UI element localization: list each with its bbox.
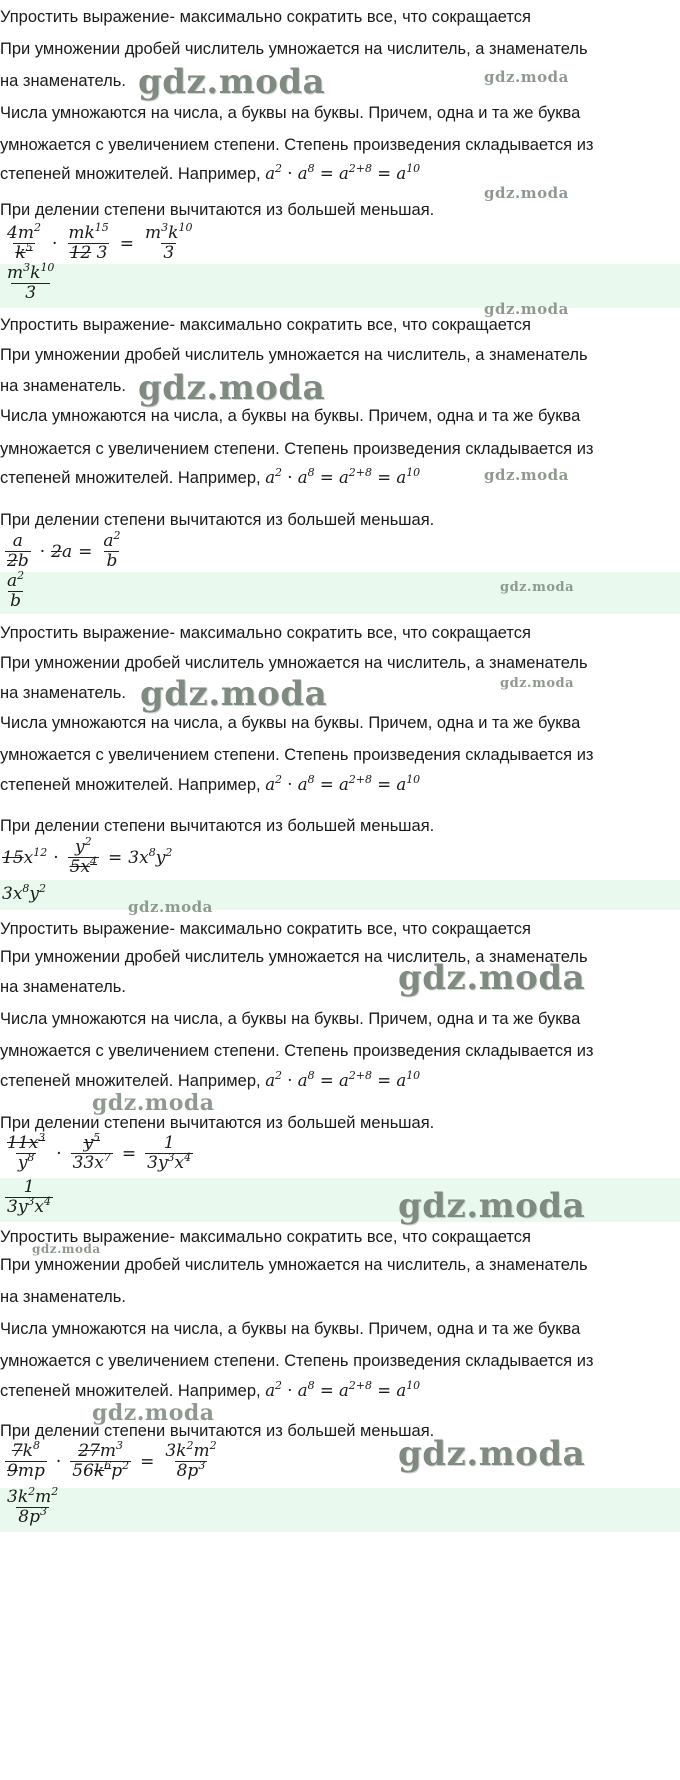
watermark-logo: gdz.moda <box>92 1090 215 1116</box>
answer-band <box>0 1485 680 1532</box>
answer: $\frac{1}{3y^3x^4}$ <box>7 1177 52 1217</box>
equation: $\frac{a}{2b}$ · 2a = $\frac{a^2}{b}$ <box>7 529 121 571</box>
numbers-rule-example: степеней множителей. Например, $a^2 \cdot a^8 = a^{2+8} = a^{10}$ <box>0 773 421 794</box>
watermark-logo: gdz.moda <box>398 1434 586 1474</box>
watermark-logo: gdz.moda <box>484 68 569 86</box>
numbers-rule-example: степеней множителей. Например, $a^2 \cdot a^8 = a^{2+8} = a^{10}$ <box>0 1379 421 1400</box>
mult-fraction-text: При умножении дробей числитель умножается на числитель, а знаменатель <box>0 346 588 364</box>
numbers-rule-example: степеней множителей. Например, $a^2 \cdot a^8 = a^{2+8} = a^{10}$ <box>0 162 421 183</box>
answer-band <box>0 569 680 614</box>
watermark-logo: gdz.moda <box>92 1400 215 1426</box>
simplify-text: Упростить выражение- максимально сократить все, что сокращается <box>0 316 531 334</box>
answer-band <box>0 880 680 910</box>
numbers-rule-example: степеней множителей. Например, $a^2 \cdot a^8 = a^{2+8} = a^{10}$ <box>0 466 421 487</box>
simplify-text: Упростить выражение- максимально сократить все, что сокращается <box>0 8 531 26</box>
division-rule-text: При делении степени вычитаются из большей меньшая. <box>0 201 435 219</box>
answer: $3x^8y^2$ <box>2 882 47 904</box>
division-rule-text: При делении степени вычитаются из большей меньшая. <box>0 1422 435 1440</box>
watermark-logo: gdz.moda <box>398 1186 586 1226</box>
watermark-logo: gdz.moda <box>138 368 326 408</box>
watermark-logo: gdz.moda <box>128 898 213 916</box>
equation: $\frac{4m^2}{k^5}$ · $\frac{mk^{15}}{12 3}$ = $\frac{m^3k^{10}}{3}$ <box>7 221 193 263</box>
watermark-logo: gdz.moda <box>138 62 326 102</box>
mult-fraction-text-cont: на знаменатель. <box>0 377 126 395</box>
numbers-rule-text: Числа умножаются на числа, а буквы на буквы. Причем, одна и та же буква <box>0 1320 581 1338</box>
simplify-text: Упростить выражение- максимально сократить все, что сокращается <box>0 920 531 938</box>
watermark-logo: gdz.moda <box>140 674 328 714</box>
numbers-rule-text: Числа умножаются на числа, а буквы на буквы. Причем, одна и та же буква <box>0 104 581 122</box>
numbers-rule-text-2: умножается с увеличением степени. Степень произведения складывается из <box>0 1042 594 1060</box>
watermark-logo: gdz.moda <box>500 580 575 595</box>
numbers-rule-text: Числа умножаются на числа, а буквы на буквы. Причем, одна и та же буква <box>0 407 581 425</box>
watermark-logo: gdz.moda <box>500 676 575 691</box>
mult-fraction-text: При умножении дробей числитель умножается на числитель, а знаменатель <box>0 40 588 58</box>
watermark-logo: gdz.moda <box>484 184 569 202</box>
answer: $\frac{a^2}{b}$ <box>7 569 25 611</box>
numbers-rule-example: степеней множителей. Например, $a^2 \cdot a^8 = a^{2+8} = a^{10}$ <box>0 1069 421 1090</box>
division-rule-text: При делении степени вычитаются из большей меньшая. <box>0 1114 435 1132</box>
mult-fraction-text: При умножении дробей числитель умножается на числитель, а знаменатель <box>0 654 588 672</box>
numbers-rule-text-2: умножается с увеличением степени. Степень произведения складывается из <box>0 136 594 154</box>
numbers-rule-text: Числа умножаются на числа, а буквы на буквы. Причем, одна и та же буква <box>0 1010 581 1028</box>
simplify-text: Упростить выражение- максимально сократить все, что сокращается <box>0 1228 531 1246</box>
equation: $\frac{7k^8}{9mp}$ · $\frac{27m^3}{56k^6p^2}$ = $\frac{3k^2m^2}{8p^3}$ <box>7 1439 217 1481</box>
answer: $\frac{m^3k^{10}}{3}$ <box>7 261 55 303</box>
numbers-rule-text-2: умножается с увеличением степени. Степень произведения складывается из <box>0 1352 594 1370</box>
mult-fraction-text-cont: на знаменатель. <box>0 72 126 90</box>
mult-fraction-text-cont: на знаменатель. <box>0 1288 126 1306</box>
division-rule-text: При делении степени вычитаются из большей меньшая. <box>0 817 435 835</box>
numbers-rule-text-2: умножается с увеличением степени. Степень произведения складывается из <box>0 440 594 458</box>
numbers-rule-text-2: умножается с увеличением степени. Степень произведения складывается из <box>0 746 594 764</box>
mult-fraction-text-cont: на знаменатель. <box>0 978 126 996</box>
equation: $15x^{12}$ · $\frac{y^2}{5x^4}$ = $3x^8y^2$ <box>2 835 173 877</box>
division-rule-text: При делении степени вычитаются из большей меньшая. <box>0 511 435 529</box>
answer: $\frac{3k^2m^2}{8p^3}$ <box>7 1485 59 1527</box>
watermark-logo: gdz.moda <box>32 1242 101 1256</box>
watermark-logo: gdz.moda <box>484 300 569 318</box>
mult-fraction-text: При умножении дробей числитель умножается на числитель, а знаменатель <box>0 948 588 966</box>
watermark-logo: gdz.moda <box>398 958 586 998</box>
simplify-text: Упростить выражение- максимально сократить все, что сокращается <box>0 624 531 642</box>
mult-fraction-text-cont: на знаменатель. <box>0 684 126 702</box>
mult-fraction-text: При умножении дробей числитель умножается на числитель, а знаменатель <box>0 1256 588 1274</box>
answer-band <box>0 261 680 308</box>
equation: $\frac{11x^3}{y^8}$ · $\frac{y^5}{33x^7}$ = $\frac{1}{3y^3x^4}$ <box>7 1131 192 1173</box>
watermark-logo: gdz.moda <box>484 466 569 484</box>
numbers-rule-text: Числа умножаются на числа, а буквы на буквы. Причем, одна и та же буква <box>0 714 581 732</box>
